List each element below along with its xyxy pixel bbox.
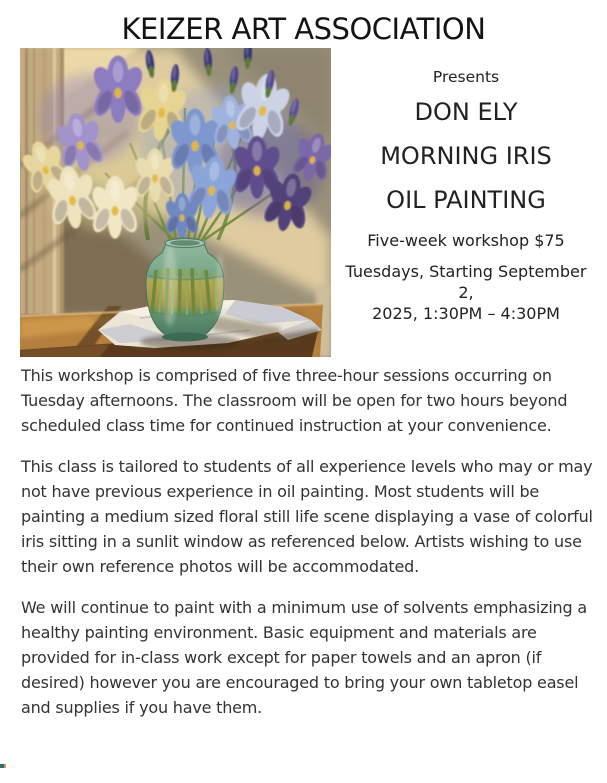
workshop-description <box>21 363 593 736</box>
iris-painting-svg <box>20 48 331 357</box>
schedule-line <box>336 261 596 324</box>
artist-name: DON ELY <box>414 98 518 126</box>
next-image-sliver <box>0 764 8 769</box>
paragraph-sessions: This workshop is comprised of five three-hour sessions occurring on Tuesday afternoons. The classroom will be open for two hours beyond scheduled class time for continued instruction at your convenience. <box>21 366 568 435</box>
workshop-title-line2: OIL PAINTING <box>386 186 546 214</box>
price-line: Five-week workshop $75 <box>367 231 565 250</box>
iris-painting-image <box>20 48 331 357</box>
paragraph-materials: We will continue to paint with a minimum use of solvents emphasizing a healthy painting environment. Basic equipment and materials are provided for in-class work except for paper towels and an apron (if desired) however you are encouraged to bring your own tabletop easel and supplies if you have them. <box>21 598 587 717</box>
schedule-line-1: Tuesdays, Starting September 2, <box>345 262 587 302</box>
event-info <box>336 56 596 324</box>
workshop-title-line1: MORNING IRIS <box>380 142 552 170</box>
page-title: KEIZER ART ASSOCIATION <box>121 12 486 46</box>
presents-label: Presents <box>432 68 500 86</box>
paragraph-audience: This class is tailored to students of all experience levels who may or may not have previous experience in oil painting. Most students will be painting a medium sized floral still life scene displaying a vase of colorful iris sitting in a sunlit window as referenced below. Artists wishing to use their own reference photos will be accommodated. <box>21 457 593 576</box>
schedule-line-2: 2025, 1:30PM – 4:30PM <box>372 304 560 323</box>
